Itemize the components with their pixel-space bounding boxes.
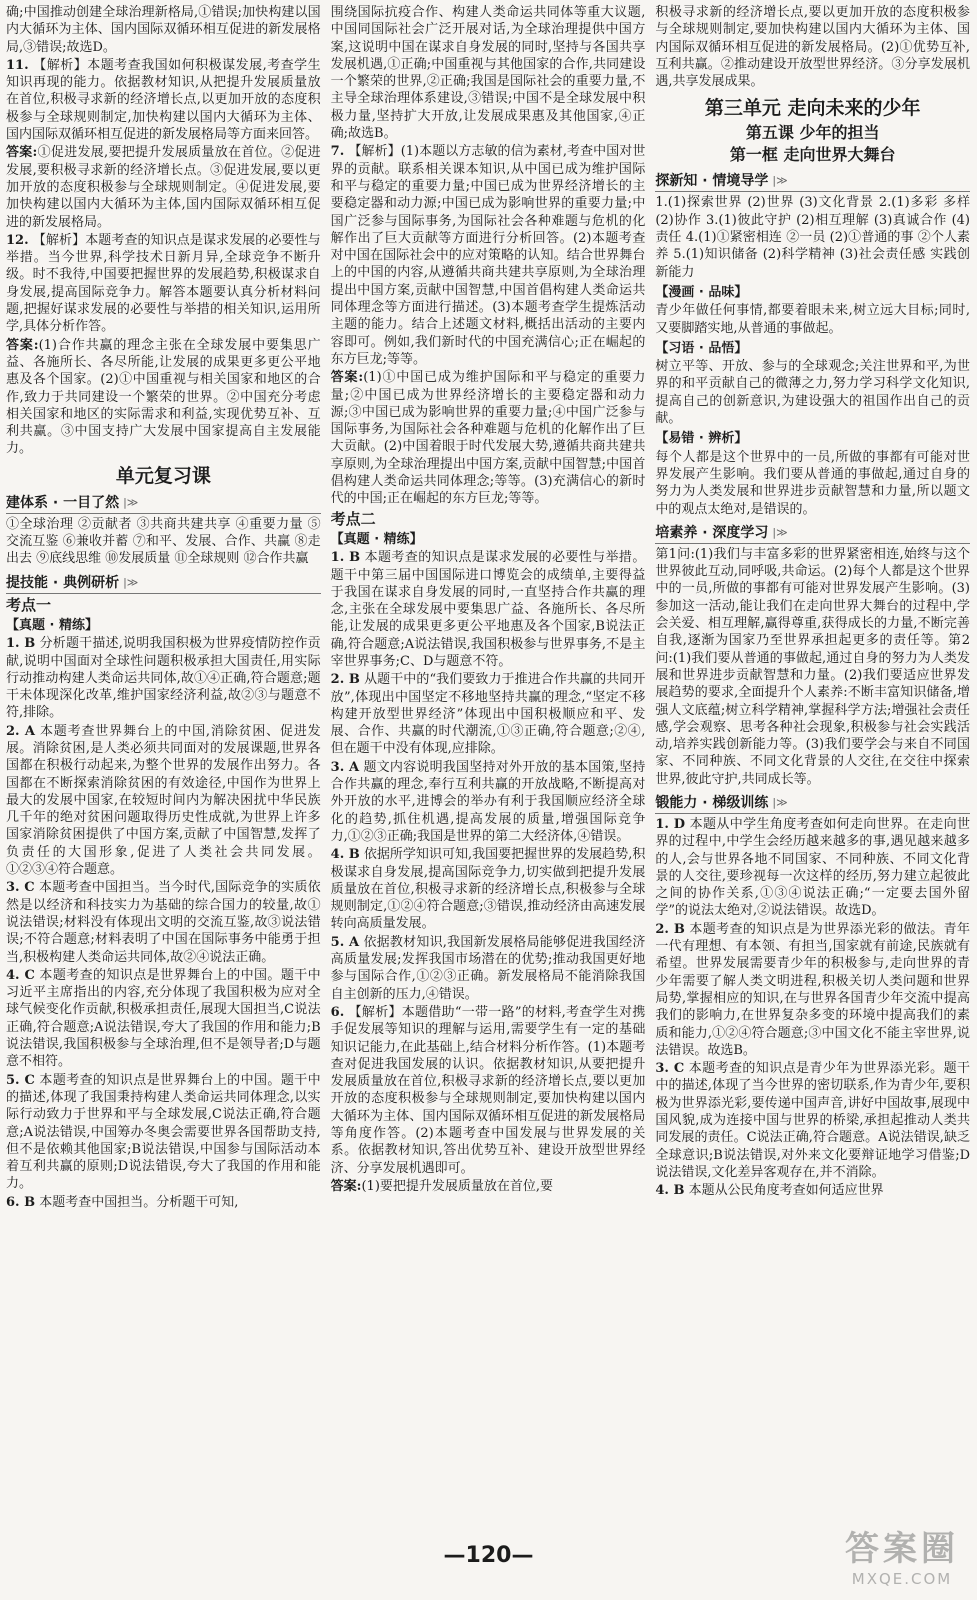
answer-item-number: 1. B (330, 550, 361, 566)
answer-item (6, 967, 321, 1071)
answer-paragraph (6, 4, 321, 56)
answer-item-text: 【解析】本题考查我国如何积极谋发展,考查学生知识再现的能力。依据教材知识,从把提升发展质量放在首位,积极寻求新的经济增长点,以更加开放的态度积极参与全球规则制定,加快构建以国内大循环为主体、国内国际双循环相互促进的新发展格局等方面来回答。 (6, 57, 321, 143)
answer-item-text: 本题考查的知识点是谋求发展的必要性与举措。题干中第三届中国国际进口博览会的成绩单,主要得益于我国在谋求自身发展的同时,一直坚持合作共赢的理念,主张在全球发展中要集思广益、各施所长、各尽所能,让发展的成果更多更公平地惠及各个国家,B说法正确,符合题意;A说法错误,我国积极参与世界事务,不是主宰世界事务;C、D与题意不符。 (330, 550, 646, 669)
column-left (6, 4, 321, 1539)
answer-item-text: 分析题干描述,说明我国积极为世界疫情防控作贡献,说明中国面对全球性问题积极承担大国责任,用实际行动推动构建人类命运共同体,故①④正确,符合题意;题干未体现深化改革,维护国家经济利益,故②③与题意不符,排除。 (6, 636, 321, 721)
answer-paragraph-text: (1)要把提升发展质量放在首位,要 (361, 1178, 554, 1194)
subsection-label: 【真题 · 精练】 (6, 617, 98, 633)
answer-item-text: 【解析】本题考查的知识点是谋求发展的必要性与举措。当今世界,科学技术日新月异,全球竞争不断升级。时不我待,中国要把握世界的发展趋势,积极谋求自身发展,提高国际竞争力。解答本题要认真分析材料问题,把握好谋求发展的必要性与举措的相关知识,运用所学,具体分析作答。 (6, 232, 321, 335)
answer-item (6, 232, 321, 336)
answer-item-number: 6. (330, 1004, 345, 1020)
answer-paragraph (331, 1178, 646, 1195)
answer-item-number: 5. A (330, 934, 360, 950)
answer-item-text: 本题考查的知识点是为世界添光彩的做法。青年一代有理想、有本领、有担当,国家就有前途,民族就有希望。世界发展需要青少年的积极参与,走向世界的青少年需要了解人类文明进程,积极关切人类问题和世界局势,掌握相应的知识,在与世界各国青少年交流中提高我们的影响力,在世界复杂多变的环境中提高我们的素质和能力,①②④符合题意;③中国文化不能主宰世界,说法错误。故选B。 (655, 921, 971, 1058)
answer-item (655, 921, 970, 1059)
answer-paragraph-text: (1)合作共赢的理念主张在全球发展中要集思广益、各施所长、各尽所能,让发展的成果更多更公平地惠及各个国家。(2)①中国重视与相关国家和地区的合作,致力于共同建设一个繁荣的世界。②中国充分考虑相关国家和地区的实际需求和利益,实现优势互补、互利共赢。③中国支持广大发展中国家提高自主发展能力。 (6, 337, 321, 457)
section-heading-text: 提技能 · 典例研析 (6, 574, 120, 591)
answer-item (6, 57, 321, 143)
answer-item-number: 2. A (6, 723, 36, 739)
answer-paragraph (655, 4, 970, 90)
column-right (655, 4, 970, 1539)
answer-item-number: 4. C (6, 967, 35, 983)
column-middle (331, 4, 646, 1539)
answer-item-text: 本题考查的知识点是世界舞台上的中国。题干中习近平主席指出的内容,充分体现了我国积极为应对全球气候变化作贡献,积极承担责任,展现大国担当,C说法正确,符合题意;A说法错误,夸大了我国的作用和能力;B说法错误,我国积极参与全球治理,但不是领导者;D与题意不相符。 (6, 967, 321, 1070)
double-chevron-icon: |≫ (772, 795, 788, 809)
unit-title: 单元复习课 (115, 464, 211, 487)
answer-paragraph (6, 516, 321, 568)
subsection-label: 【习语 · 品悟】 (655, 340, 748, 356)
answer-paragraph (655, 546, 970, 788)
answer-item-number: 7. (330, 144, 345, 160)
answer-item-text: 依据教材知识,我国新发展格局能够促进我国经济高质量发展;发挥我国市场潜在的优势;推动我国更好地参与国际合作,①②③正确。新发展格局不能消除我国自主创新的压力,④错误。 (330, 934, 646, 1002)
answer-item (6, 1072, 321, 1193)
answer-item (6, 879, 321, 965)
watermark-logo-text: 答案圈 (845, 1529, 959, 1569)
answer-paragraph (6, 144, 321, 230)
answer-item-text: 本题从中学生角度考查如何走向世界。在走向世界的过程中,中学生会经历越来越多的事,遇见越来越多的人,会与世界各地不同国家、不同种族、不同文化背景的人交往,要珍视每一次这样的经历,努力建立起彼此之间的协作关系,①③④说法正确;“一定要去国外留学”的说法太绝对,②说法错误。故选D。 (655, 816, 971, 919)
double-chevron-icon: |≫ (123, 575, 139, 589)
answer-paragraph (331, 4, 646, 142)
answer-paragraph-text: ①促进发展,要把提升发展质量放在首位。②促进发展,要积极寻求新的经济增长点。③促进发展,要以更加开放的态度积极参与全球规则制定。④促进发展,要加快构建以国内大循环为主体,国内国际双循环相互促进的新发展格局。 (6, 145, 321, 230)
answer-label: 答案: (330, 370, 364, 386)
section-heading (6, 573, 321, 594)
page-number: —120— (443, 1543, 534, 1568)
answer-item (331, 846, 646, 932)
answer-item-text: 本题考查中国担当。当今时代,国际竞争的实质依然是以经济和科技实力为基础的综合国力的较量,故①说法错误;材料没有体现出文明的交流互鉴,故③说法错误;不符合题意;材料表明了中国在国际事务中能勇于担当,积极构建人类命运共同体,故②④说法正确。 (6, 880, 321, 965)
answer-paragraph-text: 每个人都是这个世界中的一员,所做的事都有可能对世界发展产生影响。我们要从普通的事做起,通过自身的努力为人类发展和世界进步贡献智慧和力量,所以题文中的观点太绝对,是错误的。 (655, 449, 971, 517)
answer-item (331, 759, 646, 845)
subsection-label: 【漫画 · 品味】 (655, 284, 748, 300)
section-heading-text: 探新知 · 情境导学 (655, 173, 769, 190)
answer-paragraph-text: 围绕国际抗疫合作、构建人类命运共同体等重大议题,中国同国际社会广泛开展对话,为全球治理提供中国方案,这说明中国在谋求自身发展的同时,坚持与各国共享发展机遇,①正确;中国重视与其他国家的合作,共同建设一个繁荣的世界,②正确;我国是国际社会的重要力量,不主导全球治理体系建设,③错误;中国不是全球发展中积极力量,坚持扩大开放,让发展成果惠及其他国家,④正确;故选B。 (330, 5, 646, 142)
answer-item-text: 题文内容说明我国坚持对外开放的基本国策,坚持合作共赢的理念,奉行互利共赢的开放战略,不断提高对外开放的水平,进博会的举办有利于我国顺应经济全球化的趋势,抓住机遇,提高发展的质量,增强国际竞争力,①②③正确;我国是世界的第二大经济体,④错误。 (330, 759, 646, 844)
answer-item-number: 6. B (6, 1194, 36, 1210)
subsection-label: 【易错 · 辨析】 (655, 431, 748, 447)
double-chevron-icon: |≫ (772, 525, 788, 539)
answer-item-text: 【解析】本题借助“一带一路”的材料,考查学生对携手促发展等知识的理解与运用,需要学生有一定的基础知识记能力,在此基础上,结合材料分析作答。(1)本题考查对促进我国发展的认识。依据教材知识,从要把提升发展质量放在首位,积极寻求新的经济增长点,要以更加开放的态度积极参与全球规则制定,要加快构建以国内大循环为主体、国内国际双循环相互促进的新发展格局等角度作答。(2)本题考查中国发展与世界发展的关系。依据教材知识,答出优势互补、建设开放型世界经济、分享发展机遇即可。 (330, 1004, 646, 1176)
answer-label: 答案: (6, 337, 39, 353)
answer-item (655, 1182, 970, 1199)
answer-item-number: 3. C (655, 1061, 685, 1077)
answer-item-text: 依据所学知识可知,我国要把握世界的发展趋势,积极谋求自身发展,提高国际竞争力,切实做到把提升发展质量放在首位,积极寻求新的经济增长点,积极参与全球规则制定,①②④符合题意;③错误,推动经济由高速发展转向高质量发展。 (330, 847, 646, 932)
answer-paragraph-text: 确;中国推动创建全球治理新格局,①错误;加快构建以国内大循环为主体、国内国际双循环相互促进的新发展格局,③错误;故选D。 (6, 5, 321, 55)
answer-item-number: 3. A (330, 759, 360, 775)
answer-item-text: 本题从公民角度考查如何适应世界 (688, 1183, 884, 1199)
lesson-title: 第一框 走向世界大舞台 (729, 145, 896, 165)
answer-label: 答案: (330, 1178, 362, 1194)
answer-item-text: 本题考查中国担当。分析题干可知, (39, 1194, 239, 1210)
answer-item-number: 4. B (330, 847, 360, 863)
answer-item-number: 11. (6, 57, 29, 73)
lesson-title: 第五课 少年的担当 (745, 123, 880, 143)
answer-label: 答案: (6, 145, 38, 161)
answer-item (331, 934, 646, 1003)
exam-point-heading: 考点二 (330, 509, 376, 528)
answer-item-number: 12. (6, 232, 29, 248)
section-heading (655, 523, 970, 544)
answer-item-number: 2. B (330, 672, 360, 688)
answer-item-text: 【解析】(1)本题以方志敏的信为素材,考查中国对世界的贡献。联系相关课本知识,从中国已成为维护国际和平与稳定的重要力量;中国已成为世界经济增长的主要稳定器和动力源;中国已成为影响世界的重要力量;中国广泛参与国际事务,为国际社会各种难题与危机的化解作出了巨大贡献等方面进行分析回答。(2)本题考查对中国在国际社会中的应对策略的认知。结合世界舞台上的中国的内容,从遵循共商共建共享原则,为全球治理提出中国方案,贡献中国智慧,中国首倡构建人类命运共同体理念等方面进行描述。(3)本题考查学生提炼活动主题的能力。结合上述题文材料,概括出活动的主要内容即可。例如,我们新时代的中国充满信心;正在崛起的东方巨龙;等等。 (330, 144, 646, 367)
section-heading-text: 培素养 · 深度学习 (655, 524, 769, 541)
answer-item-text: 本题考查的知识点是世界舞台上的中国。题干中的描述,体现了我国秉持构建人类命运共同体理念,以实际行动致力于世界和平与全球发展,C说法正确,符合题意;A说法错误,中国筹办冬奥会需要世界各国帮助支持,但不是依赖其他国家;B说法错误,中国参与国际活动本着互利共赢的原则;D说法错误,夸大了我国的作用和能力。 (6, 1072, 321, 1192)
double-chevron-icon: |≫ (123, 495, 139, 509)
answer-item-number: 2. B (655, 921, 685, 937)
unit-title: 第三单元 走向未来的少年 (704, 97, 921, 120)
answer-item-number: 1. D (655, 816, 686, 832)
answer-item-number: 1. B (6, 636, 36, 652)
answer-paragraph-text: (1)①中国已成为维护国际和平与稳定的重要力量;②中国已成为世界经济增长的主要稳定器和动力源;③中国已成为影响世界的重要力量;④中国广泛参与国际事务,为国际社会各种难题与危机的化解作出了巨大贡献。(2)中国着眼于时代发展大势,遵循共商共建共享原则,为全球治理提出中国方案,贡献中国智慧;中国首倡构建人类命运共同体理念;等等。(3)充满信心的新时代的中国;正在崛起的东方巨龙;等等。 (330, 370, 646, 507)
section-heading (6, 493, 321, 514)
answer-paragraph (655, 194, 970, 280)
answer-paragraph-text: 积极寻求新的经济增长点,要以更加开放的态度积极参与全球规则制定,要加快构建以国内大循环为主体、国内国际双循环相互促进的新发展格局。(2)①优势互补,互利共赢。②推动建设开放型世界经济。③分享发展机遇,共享发展成果。 (655, 5, 971, 90)
section-heading (655, 793, 970, 814)
answer-paragraph (6, 337, 321, 458)
answer-item (655, 816, 970, 920)
answer-item-number: 4. B (655, 1183, 685, 1199)
subsection-label: 【真题 · 精练】 (330, 531, 423, 547)
section-heading-text: 锻能力 · 梯级训练 (655, 794, 769, 811)
answer-item (6, 723, 321, 879)
section-heading-text: 建体系 · 一目了然 (6, 494, 120, 511)
section-heading (655, 171, 970, 192)
answer-paragraph-text: 第1问:(1)我们与丰富多彩的世界紧密相连,始终与这个世界彼此互动,同呼吸,共命运。(2)每个人都是这个世界中的一员,所做的事都有可能对世界发展产生影响。(3)参加这一活动,能让我们在走向世界大舞台的过程中,学会关爱、相互理解,赢得尊重,获得成长的力量,不断完善自我,逐渐为国家乃至世界承担起更多的责任等。第2问:(1)我们要从普通的事做起,通过自身的努力为人类发展和世界进步贡献智慧和力量。(2)我们要适应世界发展趋势的要求,全面提升个人素养:不断丰富知识储备,增强人文底蕴;树立科学精神,掌握科学方法;增强社会责任感,学会观察、思考各种社会现象,积极参与社会实践活动,培养实践创新能力等。(3)我们要学会与来自不同国家、不同种族、不同文化背景的人交往,在交往中探索世界,彼此守护,共同成长等。 (655, 546, 971, 787)
double-chevron-icon: |≫ (772, 174, 788, 188)
answer-item (6, 1194, 321, 1211)
answer-item (6, 635, 321, 721)
answer-item-text: 本题考查世界舞台上的中国,消除贫困、促进发展。消除贫困,是人类必须共同面对的发展课题,世界各国都在积极行动起来,为整个世界的发展作出努力。各国都在不断探索消除贫困的有效途径,中国作为世界上最大的发展中国家,在较短时间内为解决困扰中华民族几千年的绝对贫困问题取得历史性成就,为世界上许多国家消除贫困提供了中国方案,贡献了中国智慧,发挥了负责任的大国形象,促进了人类社会共同发展。①②③④符合题意。 (6, 723, 321, 878)
answer-paragraph (655, 358, 970, 427)
answer-paragraph-text: 1.(1)探索世界 (2)世界 (3)文化背景 2.(1)多彩 多样 (2)协作 3.(1)彼此守护 (2)相互理解 (3)真诚合作 (4)责任 4.(1)①紧密相连 ②一员 (2)①普通的事 ②个人素养 5.(1)知识储备 (2)科学精神 (3)社会责任感 实践创新能力 (655, 195, 971, 280)
answer-item (331, 671, 646, 757)
answer-paragraph-text: ①全球治理 ②贡献者 ③共商共建共享 ④重要力量 ⑤交流互鉴 ⑥兼收并蓄 ⑦和平、发展、合作、共赢 ⑧走出去 ⑨底线思维 ⑩发展质量 ⑪全球规则 ⑫合作共赢 (6, 516, 321, 567)
answer-paragraph (655, 449, 970, 518)
answer-item (331, 549, 646, 670)
watermark-url: MXQE.COM (851, 1570, 953, 1588)
answer-paragraph (655, 302, 970, 337)
exam-point-heading: 考点一 (6, 595, 52, 614)
answer-paragraph (331, 369, 646, 507)
answer-page (6, 4, 970, 1539)
answer-paragraph-text: 树立平等、开放、参与的全球观念;关注世界和平,为世界的和平贡献自己的微薄之力,努力学习科学文化知识,提高自己的创新意识,为建设强大的祖国作出自己的贡献。 (655, 359, 971, 427)
answer-item-text: 本题考查的知识点是青少年为世界添光彩。题干中的描述,体现了当今世界的密切联系,作为青少年,要积极为世界添光彩,要传递中国声音,讲好中国故事,展现中国风貌,成为连接中国与世界的桥梁,承担起推动人类共同发展的责任。C说法正确,符合题意。A说法错误,缺乏全球意识;B说法错误,对外来文化要辩证地学习借鉴;D说法错误,文化差异客观存在,并不消除。 (655, 1061, 971, 1180)
answer-item (331, 143, 646, 368)
answer-paragraph-text: 青少年做任何事情,都要着眼未来,树立远大目标;同时,又要脚踏实地,从普通的事做起。 (655, 303, 971, 336)
answer-item-number: 5. C (6, 1072, 35, 1088)
answer-item-text: 从题干中的“我们要致力于推进合作共赢的共同开放”,体现出中国坚定不移地坚持共赢的理念,“坚定不移构建开放型世界经济”体现出中国积极顺应和平、发展、合作、共赢的时代潮流,①③正确,符合题意;②④,但在题干中没有体现,应排除。 (330, 672, 646, 757)
site-watermark (845, 1521, 959, 1588)
answer-item (655, 1060, 970, 1181)
answer-item-number: 3. C (6, 880, 35, 896)
answer-item (331, 1004, 646, 1177)
